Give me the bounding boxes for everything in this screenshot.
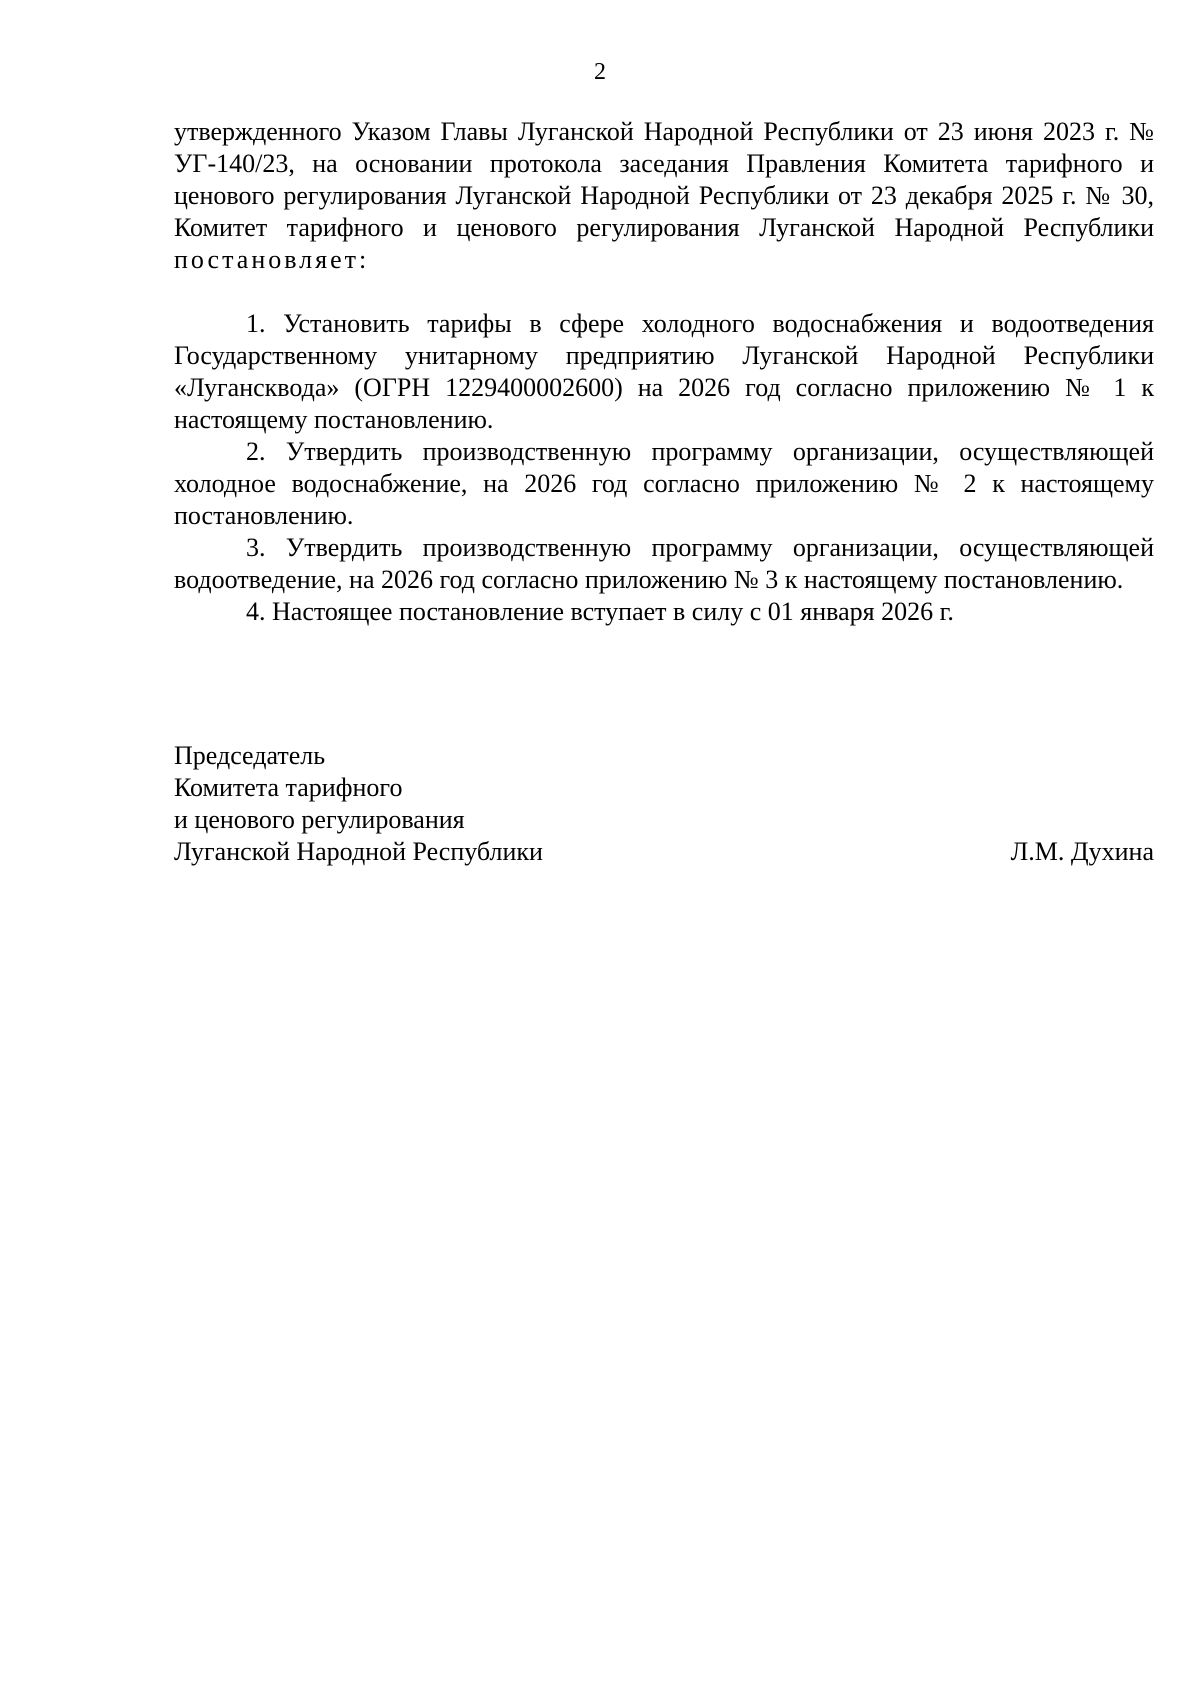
signature-last-row (174, 836, 1154, 868)
paragraph-gap (174, 276, 1154, 308)
resolution-item-4: 4. Настоящее постановление вступает в силу с 01 января 2026 г. (246, 597, 954, 626)
resolution-keyword: постановляет: (174, 245, 370, 274)
signatory-position-line-1: Председатель (174, 741, 326, 770)
page-number: 2 (594, 59, 606, 85)
preamble-paragraph (174, 116, 1154, 276)
resolution-item-3: 3. Утвердить производственную программу организации, осуществляющей водоотведение, на 2026 год согласно приложению № 3 к настоящему постановлению. (174, 533, 1154, 594)
signatory-position-line-4: Луганской Народной Республики (174, 837, 543, 866)
signatory-name: Л.М. Духина (1010, 837, 1154, 866)
signatory-position-line-3: и ценового регулирования (174, 805, 465, 834)
document-body (174, 116, 1154, 628)
signature-block (174, 740, 1154, 868)
resolution-item-2: 2. Утвердить производственную программу организации, осуществляющей холодное водоснабжение, на 2026 год согласно приложению № 2 к настоящему постановлению. (174, 437, 1154, 530)
resolution-item-1: 1. Установить тарифы в сфере холодного водоснабжения и водоотведения Государственному унитарному предприятию Луганской Народной Республики «Лугансквода» (ОГРН 1229400002600) на 2026 год согласно приложению № 1 к настоящему постановлению. (174, 309, 1154, 434)
signatory-position-line-2: Комитета тарифного (174, 773, 403, 802)
preamble-text: утвержденного Указом Главы Луганской Народной Республики от 23 июня 2023 г. № УГ-140/23, на основании протокола заседания Правления Комитета тарифного и ценового регулирования Луганской Народной Республики от 23 декабря 2025 г. № 30, Комитет тарифного и ценового регулирования Луганской Народной Республики (174, 117, 1154, 242)
